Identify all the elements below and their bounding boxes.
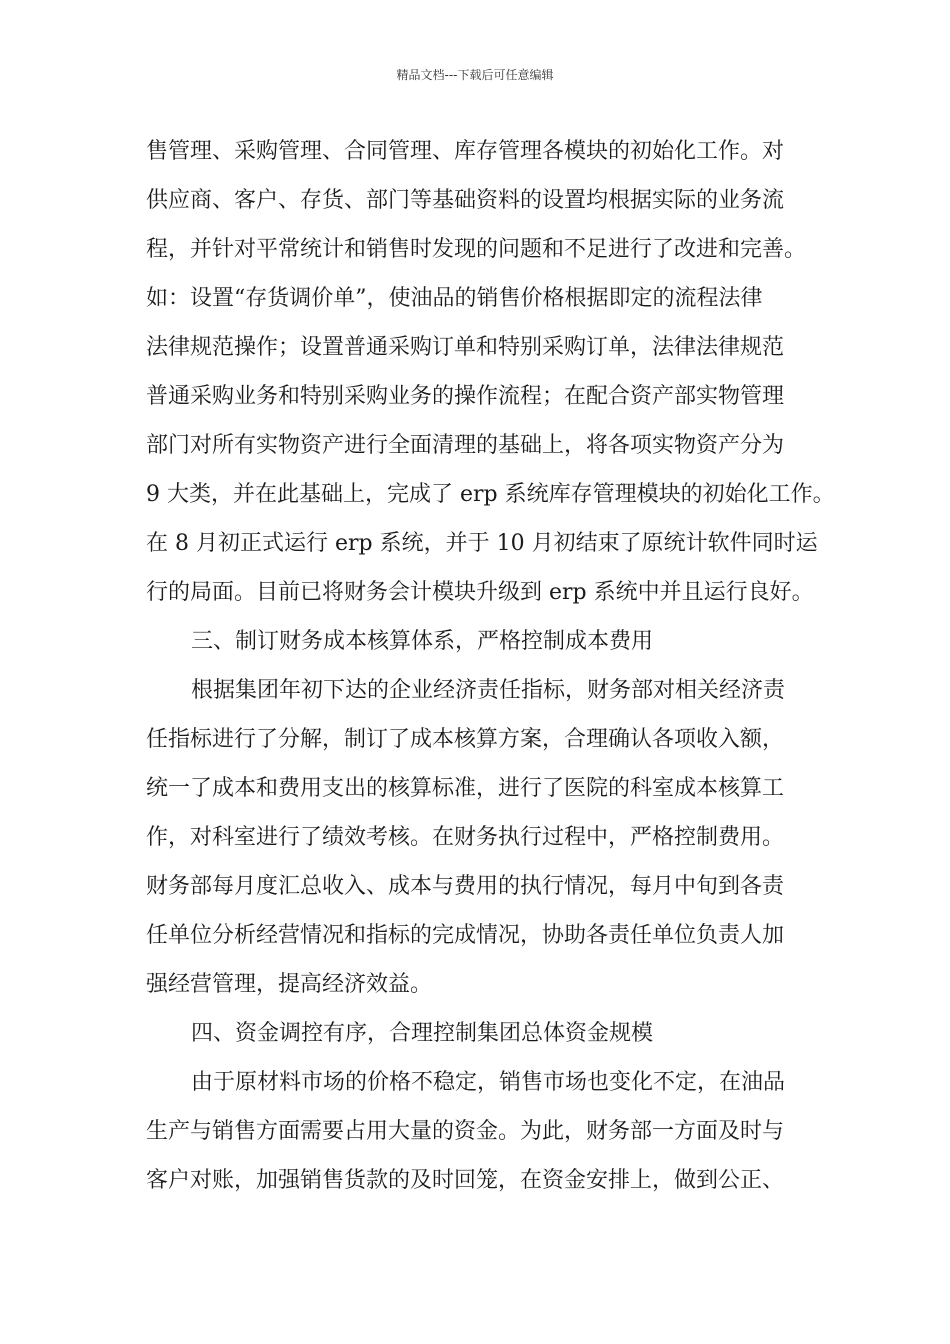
text-line: 部门对所有实物资产进行全面清理的基础上，将各项实物资产分为: [146, 433, 785, 458]
text-line: 作，对科室进行了绩效考核。在财务执行过程中，严格控制费用。: [146, 825, 785, 850]
text-line: 售管理、采购管理、合同管理、库存管理各模块的初始化工作。对: [146, 139, 785, 164]
text-line: 任单位分析经营情况和指标的完成情况，协助各责任单位负责人加: [146, 923, 785, 948]
text-line: 行的局面。目前已将财务会计模块升级到 erp 系统中并且运行良好。: [146, 580, 814, 605]
text-line: 程，并针对平常统计和销售时发现的问题和不足进行了改进和完善。: [146, 237, 807, 262]
text-line: 客户对账，加强销售货款的及时回笼，在资金安排上，做到公正、: [146, 1168, 785, 1193]
section-heading-4: 四、资金调控有序，合理控制集团总体资金规模: [191, 1021, 654, 1046]
document-body: [146, 132, 835, 1210]
text-line: 任指标进行了分解，制订了成本核算方案，合理确认各项收入额，: [146, 727, 785, 752]
text-line: 普通采购业务和特别采购业务的操作流程；在配合资产部实物管理: [146, 384, 785, 409]
text-line: 财务部每月度汇总收入、成本与费用的执行情况，每月中旬到各责: [146, 874, 785, 899]
text-line: 法律规范操作；设置普通采购订单和特别采购订单，法律法律规范: [146, 335, 785, 360]
text-line: 强经营管理，提高经济效益。: [146, 972, 433, 997]
section-heading-3: 三、制订财务成本核算体系，严格控制成本费用: [191, 629, 654, 654]
text-line: 供应商、客户、存货、部门等基础资料的设置均根据实际的业务流: [146, 188, 785, 213]
page-header-watermark: 精品文档---下载后可任意编辑: [396, 68, 554, 82]
text-line: 如：设置“存货调价单”，使油品的销售价格根据即定的流程法律: [146, 286, 763, 311]
text-line: 由于原材料市场的价格不稳定，销售市场也变化不定，在油品: [191, 1070, 786, 1095]
text-line: 在 8 月初正式运行 erp 系统，并于 10 月初结束了原统计软件同时运: [146, 531, 818, 556]
text-line: 生产与销售方面需要占用大量的资金。为此，财务部一方面及时与: [146, 1119, 785, 1144]
text-line: 根据集团年初下达的企业经济责任指标，财务部对相关经济责: [191, 678, 786, 703]
text-line: 9 大类，并在此基础上，完成了 erp 系统库存管理模块的初始化工作。: [146, 482, 835, 507]
text-line: 统一了成本和费用支出的核算标准，进行了医院的科室成本核算工: [146, 776, 785, 801]
